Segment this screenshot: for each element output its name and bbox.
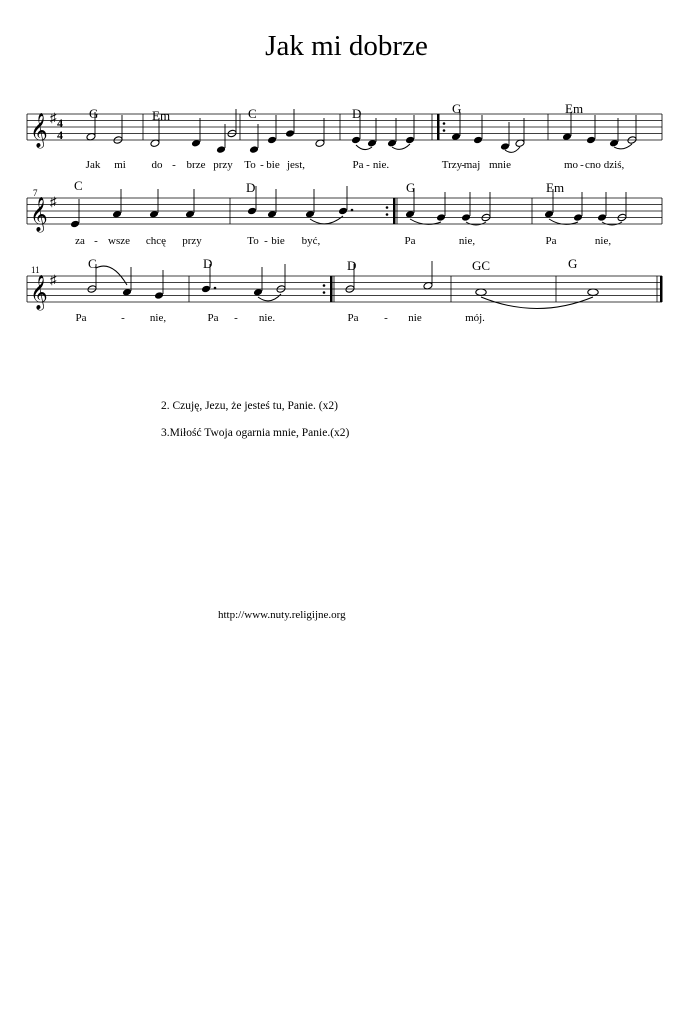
chord-label: Em — [565, 101, 584, 116]
chord-label: G — [452, 101, 462, 116]
lyric-syllable: bie — [266, 159, 280, 171]
svg-text:4: 4 — [57, 116, 63, 130]
lyric-syllable: jest, — [286, 159, 306, 171]
source-url: http://www.nuty.religijne.org — [218, 609, 346, 621]
lyric-syllable: nie — [408, 312, 422, 324]
lyric-hyphen: - — [264, 235, 268, 247]
svg-text:𝄞: 𝄞 — [30, 275, 48, 310]
lyric-hyphen: - — [580, 159, 584, 171]
chord-label: D — [246, 180, 256, 195]
lyric-syllable: Trzy — [441, 159, 463, 171]
svg-text:♯: ♯ — [50, 194, 57, 209]
svg-text:4: 4 — [57, 128, 63, 142]
lyric-syllable: To — [247, 235, 259, 247]
lyric-syllable: To — [244, 159, 256, 171]
lyric-syllable: brze — [186, 159, 206, 171]
lyric-syllable: dziś, — [603, 159, 625, 171]
lyric-syllable: mo — [563, 159, 579, 171]
svg-text:𝄞: 𝄞 — [30, 197, 48, 232]
chord-label: G — [568, 256, 578, 271]
lyric-hyphen: - — [172, 159, 176, 171]
lyric-syllable: nie, — [149, 312, 167, 324]
lyric-syllable: nie, — [594, 235, 612, 247]
lyric-hyphen: - — [260, 159, 264, 171]
lyric-syllable: za — [75, 235, 85, 247]
lyric-syllable: Jak — [85, 159, 101, 171]
lyric-hyphen: - — [94, 235, 98, 247]
lyric-hyphen: - — [384, 312, 388, 324]
lyric-syllable: nie. — [258, 312, 276, 324]
lyric-syllable: nie. — [372, 159, 390, 171]
lyric-syllable: Pa — [404, 235, 416, 247]
lyric-syllable: chcę — [145, 235, 167, 247]
lyric-syllable: Pa — [545, 235, 557, 247]
verse-line: 3.Miłość Twoja ogarnia mnie, Panie.(x2) — [161, 427, 350, 439]
lyric-syllable: wsze — [108, 235, 130, 247]
lyric-syllable: maj — [463, 159, 481, 171]
lyric-syllable: Pa — [347, 312, 359, 324]
lyric-syllable: mnie — [489, 159, 511, 171]
svg-text:𝄞: 𝄞 — [30, 113, 48, 148]
svg-text:♯: ♯ — [50, 110, 57, 125]
lyric-syllable: mój. — [465, 312, 485, 324]
chord-label: Em — [152, 108, 171, 123]
lyric-hyphen: - — [461, 159, 465, 171]
lyric-syllable: Pa — [352, 159, 364, 171]
chord-label: D — [203, 256, 213, 271]
lyric-syllable: przy — [182, 235, 202, 247]
chord-label: D — [352, 106, 362, 121]
chord-label: C — [88, 256, 97, 271]
measure-number: 7 — [33, 188, 38, 198]
lyric-hyphen: - — [234, 312, 238, 324]
lyric-syllable: do — [151, 159, 163, 171]
chord-label: G — [89, 106, 99, 121]
chord-label: Em — [546, 180, 565, 195]
lyric-syllable: bie — [271, 235, 285, 247]
chord-label: D — [347, 258, 357, 273]
lyric-hyphen: - — [366, 159, 370, 171]
song-title: Jak mi dobrze — [265, 30, 428, 62]
lyric-syllable: Pa — [75, 312, 87, 324]
chord-label: C — [74, 178, 83, 193]
lyric-syllable: przy — [213, 159, 233, 171]
verse-line: 2. Czuję, Jezu, że jesteś tu, Panie. (x2) — [161, 400, 338, 412]
chord-label: G — [406, 180, 416, 195]
lyric-syllable: Pa — [207, 312, 219, 324]
measure-number: 11 — [31, 265, 40, 275]
lyric-syllable: mi — [114, 159, 126, 171]
lyric-syllable: być, — [301, 235, 321, 247]
chord-label: C — [248, 106, 257, 121]
svg-text:♯: ♯ — [50, 272, 57, 287]
lyric-syllable: cno — [585, 159, 601, 171]
lyric-syllable: nie, — [458, 235, 476, 247]
lyric-hyphen: - — [121, 312, 125, 324]
chord-label: GC — [472, 258, 491, 273]
